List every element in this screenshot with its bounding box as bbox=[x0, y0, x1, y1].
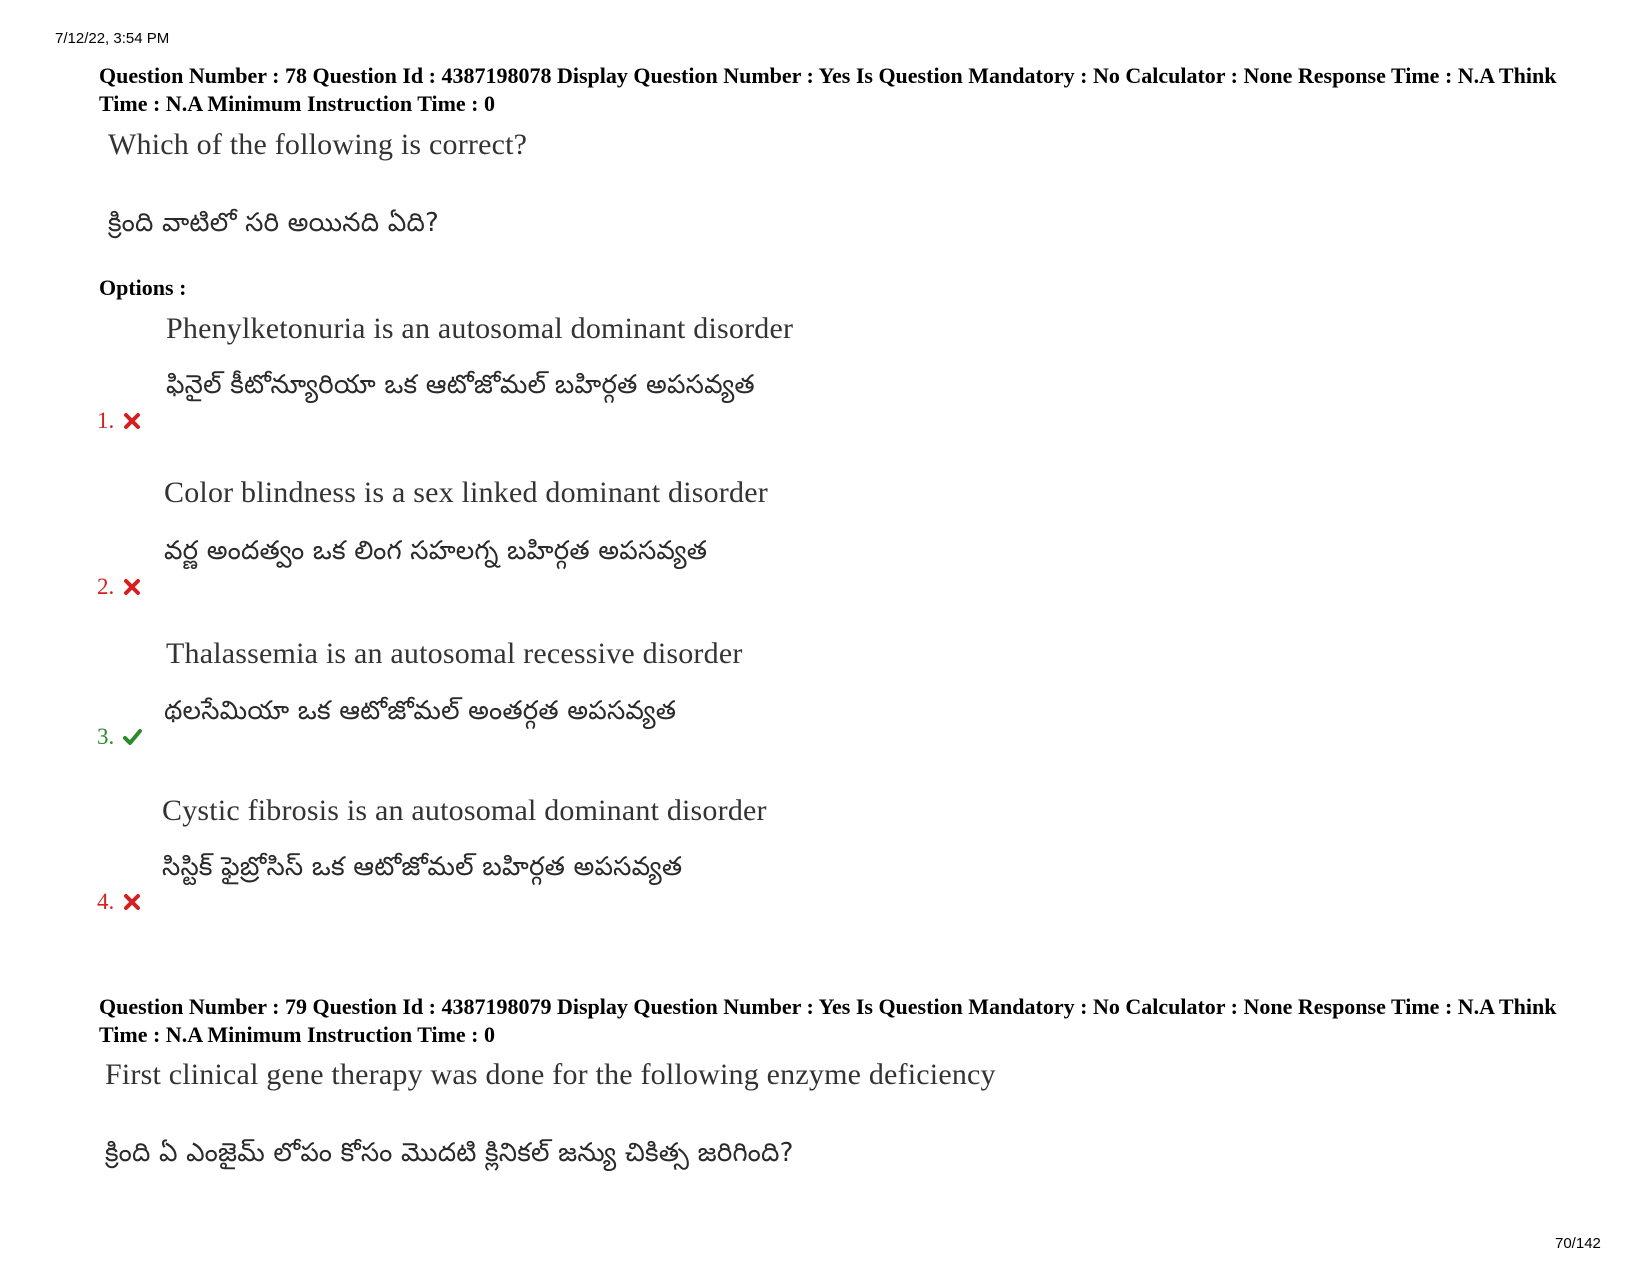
question-78-text-english: Which of the following is correct? bbox=[108, 128, 528, 161]
option-2-number-label: 2. bbox=[97, 574, 115, 599]
option-3-telugu: థలసేమియా ఒక ఆటోజోమల్ అంతర్గత అపసవ్యత bbox=[164, 696, 677, 726]
option-2-number bbox=[97, 574, 142, 600]
wrong-icon bbox=[122, 411, 142, 431]
option-1-telugu: ఫినైల్ కీటోన్యూరియా ఒక ఆటోజోమల్ బహిర్గత అపసవ్యత bbox=[166, 370, 755, 400]
options-label: Options : bbox=[99, 275, 187, 300]
print-timestamp: 7/12/22, 3:54 PM bbox=[55, 30, 170, 47]
page-number: 70/142 bbox=[1555, 1235, 1601, 1252]
option-1-number-label: 1. bbox=[97, 408, 115, 433]
option-2-english: Color blindness is a sex linked dominant disorder bbox=[164, 476, 768, 509]
correct-icon bbox=[122, 727, 142, 747]
option-3-number-label: 3. bbox=[97, 724, 115, 749]
option-1-english: Phenylketonuria is an autosomal dominant disorder bbox=[166, 312, 794, 345]
question-78-meta: Question Number : 78 Question Id : 4387198078 Display Question Number : Yes Is Question Mandatory : No Calculator : None Response Time : N.A Think Time : N.A Minimum Instruction Time : 0 bbox=[99, 63, 1557, 116]
wrong-icon bbox=[122, 577, 142, 597]
wrong-icon bbox=[122, 892, 142, 912]
option-3-number bbox=[97, 724, 142, 750]
option-2-telugu: వర్ణ అందత్వం ఒక లింగ సహలగ్న బహిర్గత అపసవ్యత bbox=[164, 536, 708, 566]
option-3-english: Thalassemia is an autosomal recessive disorder bbox=[166, 637, 743, 670]
question-78-text-telugu: క్రింది వాటిలో సరి అయినది ఏది? bbox=[108, 208, 439, 238]
option-1-number bbox=[97, 408, 142, 434]
option-4-number bbox=[97, 889, 142, 915]
question-79-text-english: First clinical gene therapy was done for the following enzyme deficiency bbox=[105, 1058, 996, 1091]
option-4-telugu: సిస్టిక్ ఫైబ్రోసిస్ ఒక ఆటోజోమల్ బహిర్గత అపసవ్యత bbox=[162, 852, 683, 882]
question-79-text-telugu: క్రింది ఏ ఎంజైమ్ లోపం కోసం మొదటి క్లినికల్ జన్యు చికిత్స జరిగింది? bbox=[105, 1138, 794, 1168]
option-4-english: Cystic fibrosis is an autosomal dominant disorder bbox=[162, 794, 767, 827]
question-79-meta: Question Number : 79 Question Id : 4387198079 Display Question Number : Yes Is Question Mandatory : No Calculator : None Response Time : N.A Think Time : N.A Minimum Instruction Time : 0 bbox=[99, 994, 1557, 1047]
option-4-number-label: 4. bbox=[97, 889, 115, 914]
